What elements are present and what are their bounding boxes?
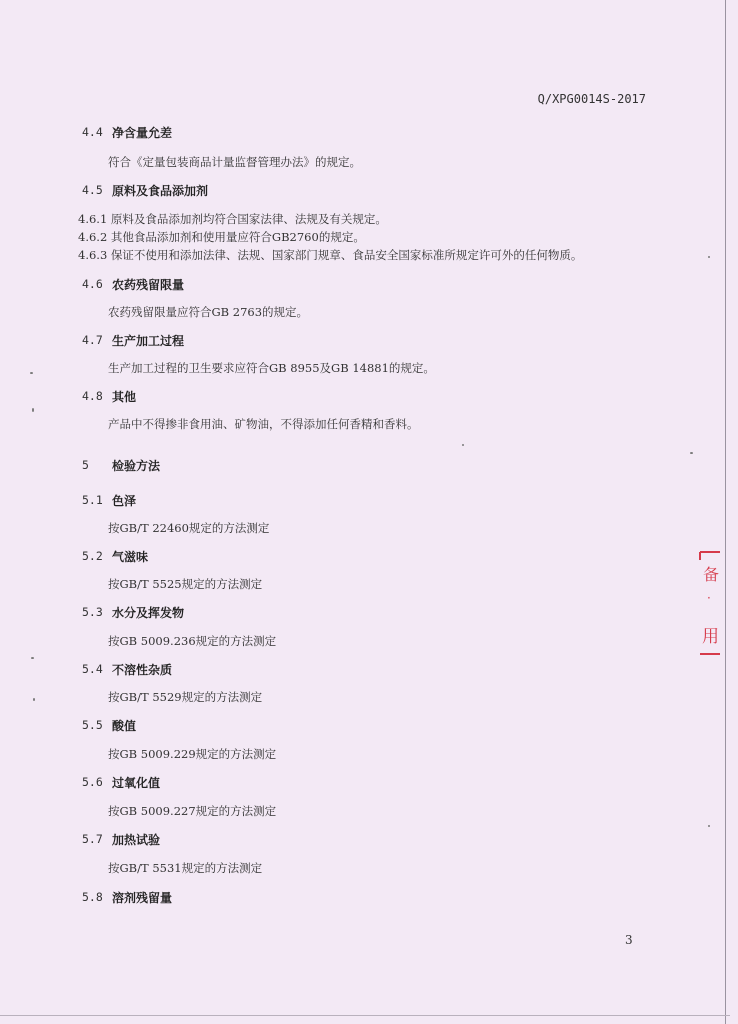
scan-speck (708, 256, 710, 258)
section-number: 5.3 (82, 605, 103, 619)
section-body: 按GB/T 5525规定的方法测定 (108, 577, 263, 591)
section-number: 4.8 (82, 389, 103, 403)
section-title: 生产加工过程 (112, 334, 185, 348)
section-number: 5.6 (82, 775, 103, 789)
section-body: 产品中不得掺非食用油、矿物油，不得添加任何香精和香料。 (108, 417, 419, 431)
section-title: 气滋味 (112, 550, 149, 564)
svg-text:用: 用 (702, 627, 719, 647)
subitem: 4.6.1 原料及食品添加剂均符合国家法律、法规及有关规定。 (78, 212, 387, 226)
section-body: 符合《定量包装商品计量监督管理办法》的规定。 (108, 155, 361, 169)
section-number: 4.7 (82, 333, 103, 347)
section-title: 净含量允差 (112, 126, 173, 140)
section-title: 检验方法 (112, 459, 161, 473)
scan-speck (30, 372, 33, 374)
seal-stamp (696, 550, 724, 660)
section-number: 5.7 (82, 832, 103, 846)
section-title: 溶剂残留量 (112, 891, 173, 905)
svg-text:·: · (707, 591, 711, 605)
section-title: 过氧化值 (112, 776, 161, 790)
scan-speck (462, 444, 464, 446)
section-number: 4.6 (82, 277, 103, 291)
section-number: 5.8 (82, 890, 103, 904)
section-body: 按GB/T 22460规定的方法测定 (108, 521, 270, 535)
section-body: 按GB 5009.229规定的方法测定 (108, 747, 277, 761)
scan-speck (33, 698, 35, 701)
section-title: 农药残留限量 (112, 278, 185, 292)
section-title: 色泽 (112, 494, 137, 508)
section-body: 按GB 5009.227规定的方法测定 (108, 804, 277, 818)
subitem: 4.6.3 保证不使用和添加法律、法规、国家部门规章、食品安全国家标准所规定许可外的任何物质。 (78, 248, 583, 262)
page-number: 3 (625, 933, 633, 947)
section-title: 酸值 (112, 719, 137, 733)
section-number: 5.4 (82, 662, 103, 676)
standard-code: Q/XPG0014S-2017 (537, 92, 646, 106)
section-number: 4.5 (82, 183, 103, 197)
section-body: 按GB/T 5529规定的方法测定 (108, 690, 263, 704)
svg-text:备: 备 (703, 565, 720, 584)
section-number: 5.1 (82, 493, 103, 507)
scan-speck (708, 825, 710, 827)
page-edge-right (725, 0, 726, 1024)
section-title: 加热试验 (112, 833, 161, 847)
section-body: 生产加工过程的卫生要求应符合GB 8955及GB 14881的规定。 (108, 361, 435, 375)
scan-speck (32, 408, 34, 412)
subitem: 4.6.2 其他食品添加剂和使用量应符合GB2760的规定。 (78, 230, 365, 244)
section-title: 不溶性杂质 (112, 663, 173, 677)
page-edge-bottom (0, 1015, 730, 1016)
section-number: 5 (82, 458, 89, 472)
section-body: 按GB/T 5531规定的方法测定 (108, 861, 263, 875)
section-number: 5.5 (82, 718, 103, 732)
section-number: 5.2 (82, 549, 103, 563)
section-title: 原料及食品添加剂 (112, 184, 209, 198)
section-body: 农药残留限量应符合GB 2763的规定。 (108, 305, 309, 319)
section-body: 按GB 5009.236规定的方法测定 (108, 634, 277, 648)
scan-speck (690, 452, 693, 454)
section-title: 水分及挥发物 (112, 606, 185, 620)
section-title: 其他 (112, 390, 137, 404)
scan-speck (31, 657, 34, 659)
section-number: 4.4 (82, 125, 103, 139)
